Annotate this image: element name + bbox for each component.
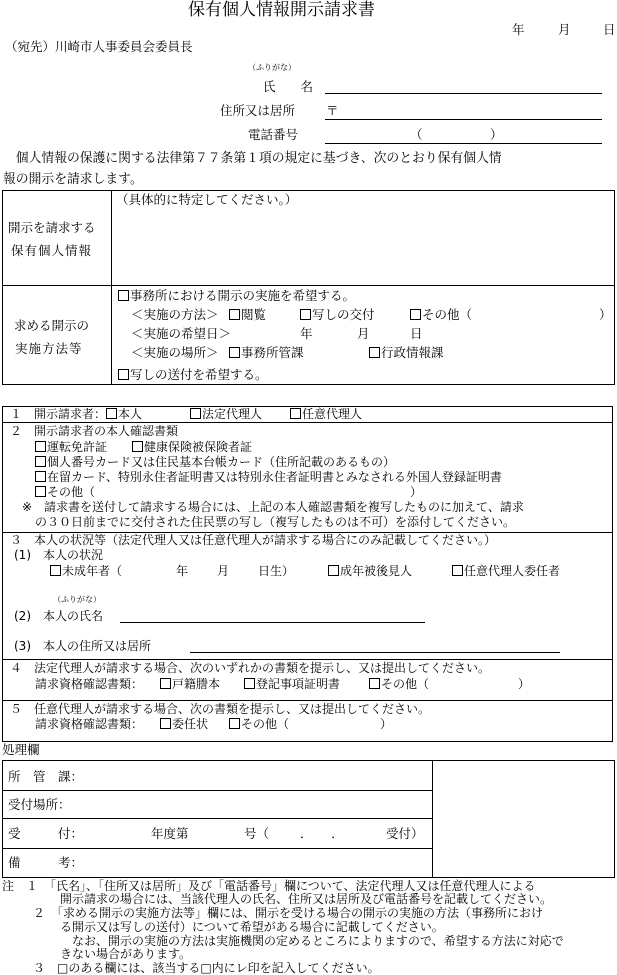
note-2-cont-1: る開示又は写しの送付）について希望がある場合に記載してください。 [60,920,444,934]
other-doc-option: その他（ [35,486,95,498]
mail-checkbox[interactable] [118,369,129,380]
place-office-checkbox[interactable] [229,347,240,358]
section5-other-checkbox[interactable] [229,718,240,729]
copy-checkbox[interactable] [300,309,311,320]
self-checkbox[interactable] [106,408,117,419]
name-label: 氏 名 [263,79,314,94]
register-option: 戸籍謄本 [160,678,220,690]
minor-checkbox[interactable] [50,565,61,576]
view-checkbox[interactable] [229,309,240,320]
address-label: 住所又は居所 [220,103,296,118]
registry-cert-option: 登記事項証明書 [244,678,340,690]
license-option: 運転免許証 [35,441,107,453]
power-option: 委任状 [160,718,208,730]
fiscal-label: 年度第 [151,826,189,841]
place-admin-checkbox[interactable] [369,347,380,358]
section3-title: ３ 本人の状況等（法定代理人又は任意代理人が請求する場合にのみ記載してください。） [10,533,497,547]
section2-title: ２ 開示請求者の本人確認書類 [10,424,179,438]
minor-option: 未成年者（ [50,565,122,577]
date-year: 年 [300,326,313,341]
note-1-lead: 注 １ 「氏名」、「住所又は居所」及び「電話番号」欄について、法定代理人又は任意代理人による [2,879,536,893]
method-copy: 写しの交付 [300,309,375,322]
section4-other-close: ） [518,677,531,691]
addressee: （宛先）川崎市人事委員会委員長 [5,39,193,54]
processing-table [2,760,615,878]
dept-label: 所 管 課： [8,769,84,784]
number-label: 号（ [244,826,270,841]
note-2-cont-3: きない場合があります。 [60,947,192,961]
phone-label: 電話番号 [248,127,299,142]
insurance-option: 健康保険被保険者証 [132,441,252,453]
other-doc-checkbox[interactable] [35,486,46,497]
address-field[interactable] [325,119,602,120]
phone-paren-open: （ [410,127,423,142]
other-doc-close: ） [410,485,423,499]
uketsuke-label: 受 付： [8,826,84,841]
row2-label-2: 実施方法等 [15,341,83,356]
section2-note-2: の３０日前までに交付された住民票の写し（複写したものは不可）を添付してください。 [35,515,516,529]
date-day-label: 日 [603,22,616,37]
row1-label-1: 開示を請求する [8,220,96,235]
registry-cert-checkbox[interactable] [244,678,255,689]
row1-label-2: 保有個人情報 [11,243,93,258]
office-option: 事務所における開示の実施を希望する。 [118,290,355,303]
minor-birth: 日生） [258,564,295,578]
residence-option: 在留カード、特別永住者証明書又は特別永住者証明書とみなされる外国人登録証明書 [35,471,502,483]
note-2-cont-2: なお、開示の実施の方法は実施機関の定めるところによりますので、希望する方法に対応で [72,934,564,948]
note-1-cont: 開示請求の場合には、当該代理人の氏名、住所又は居所及び電話番号を記載してください。 [60,892,553,906]
method-other-close: ） [599,307,612,322]
section2-note-1: ※ 請求書を送付して請求する場合には、上記の本人確認書類を複写したものに加えて、請求 [22,500,524,514]
minor-year: 年 [176,564,189,578]
date-year-label: 年 [512,22,525,37]
method-line-label: ＜実施の方法＞ [131,307,219,322]
section5-line1: ５ 任意代理人が請求する場合、次の書類を提示し、又は提出してください。 [10,702,431,716]
intro-line-2: 報の開示を請求します。 [3,172,143,187]
principal-address-field[interactable] [190,652,560,653]
appointed-checkbox[interactable] [290,408,301,419]
section4-other-option: その他（ [369,678,429,690]
remarks-label: 備 考： [8,855,84,870]
intro-line-1: 個人情報の保護に関する法律第７７条第１項の規定に基づき、次のとおり保有個人情 [3,151,502,166]
date-line-label: ＜実施の希望日＞ [131,326,232,341]
section3-furigana: （ふりがな） [53,595,101,604]
place-line-label: ＜実施の場所＞ [131,345,219,360]
phone-paren-close: ） [490,127,503,142]
note-3: ３ □のある欄には、該当する□内にレ印を記入してください。 [33,961,380,975]
section5-line2: 請求資格確認書類： [35,717,144,731]
insurance-checkbox[interactable] [132,441,143,452]
note-2-lead: ２ 「求める開示の実施方法等」欄には、開示を受ける場合の開示の実施の方法（事務所におけ [33,906,544,920]
postal-mark: 〒 [326,103,339,118]
principal-name-field[interactable] [120,622,425,623]
number-dots: ． ． [300,826,344,841]
section3-sub1: (1) 本人の状況 [14,548,103,562]
register-checkbox[interactable] [160,678,171,689]
power-checkbox[interactable] [160,718,171,729]
legal-option: 法定代理人 [190,408,262,420]
mynumber-option: 個人番号カード又は住民基本台帳カード（住所記載のあるもの） [35,456,395,468]
appointed-principal-checkbox[interactable] [452,565,463,576]
mynumber-checkbox[interactable] [35,456,46,467]
adult-ward-option: 成年被後見人 [328,565,412,577]
section1: １ 開示請求者： 本人 [10,407,143,421]
row1-note: （具体的に特定してください。） [116,192,298,207]
processing-header: 処理欄 [2,742,40,757]
section4-other-checkbox[interactable] [369,678,380,689]
method-other-checkbox[interactable] [410,309,421,320]
section5-other-close: ） [380,717,393,731]
office-checkbox[interactable] [118,290,129,301]
section3-sub3: (3) 本人の住所又は居所 [14,639,151,653]
place-admin: 行政情報課 [369,347,444,360]
row2-label-1: 求める開示の [14,318,90,333]
furigana-label: （ふりがな） [248,63,296,72]
section4-line1: ４ 法定代理人が請求する場合、次のいずれかの書類を提示し、又は提出してください。 [10,661,491,675]
phone-field[interactable] [325,143,602,144]
legal-checkbox[interactable] [190,408,201,419]
adult-ward-checkbox[interactable] [328,565,339,576]
place-office: 事務所管課 [229,347,304,360]
section5-other-option: その他（ [229,718,289,730]
name-field[interactable] [325,93,602,94]
minor-month: 月 [217,564,230,578]
residence-checkbox[interactable] [35,471,46,482]
received-label: 受付） [386,826,424,841]
appointed-principal-option: 任意代理人委任者 [452,565,560,577]
method-other: その他（ [410,309,472,322]
date-month-label: 月 [558,22,571,37]
section4-line2: 請求資格確認書類： [35,677,144,691]
reception-label: 受付場所： [8,797,71,812]
section3-sub2: (2) 本人の氏名 [14,609,103,623]
info-specification-field[interactable] [112,208,614,284]
date-month: 月 [357,326,370,341]
license-checkbox[interactable] [35,441,46,452]
mail-option: 写しの送付を希望する。 [118,369,268,382]
appointed-option: 任意代理人 [290,408,362,420]
page-title: 保有個人情報開示請求書 [188,0,375,20]
method-view: 閲覧 [229,309,266,322]
date-day: 日 [410,326,423,341]
